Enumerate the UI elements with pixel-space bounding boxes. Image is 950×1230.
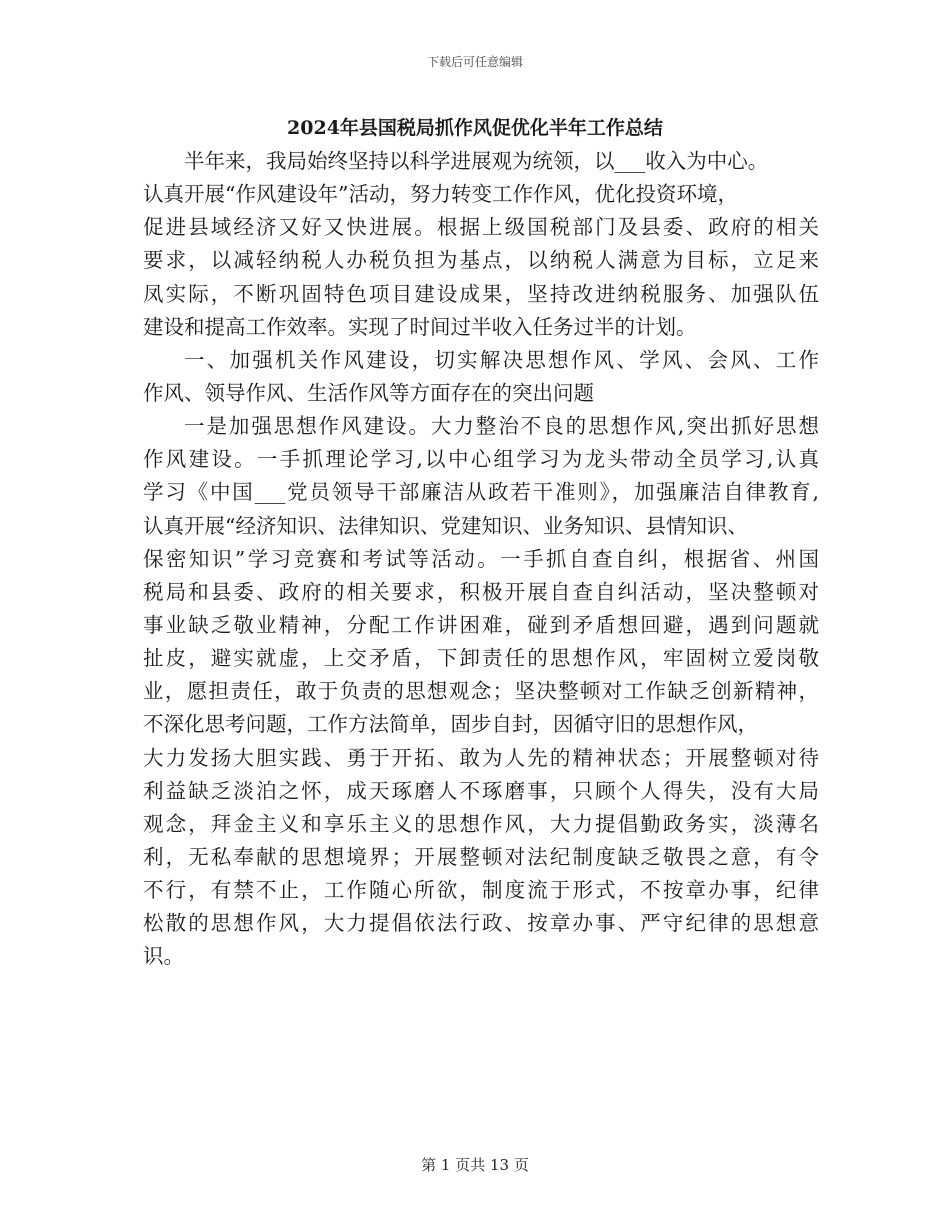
paragraph-2-line-1: 一是加强思想作风建设。大力整治不良的思想作风,突出抓好思想 <box>184 414 819 439</box>
paragraph-2-line-13: 观念，拜金主义和享乐主义的思想作风，大力提倡勤政务实，淡薄名 <box>143 811 819 836</box>
paragraph-2-line-9: 业，愿担责任，敢于负责的思想观念；坚决整顿对工作缺乏创新精神， <box>143 679 819 704</box>
page-number: 第 1 页共 13 页 <box>421 1156 529 1174</box>
paragraph-2-line-8: 扯皮，避实就虚，上交矛盾，下卸责任的思想作风，牢固树立爱岗敬 <box>143 646 819 671</box>
paragraph-2-line-6: 税局和县委、政府的相关要求，积极开展自查自纠活动，坚决整顿对 <box>143 579 819 604</box>
paragraph-2-line-11: 大力发扬大胆实践、勇于开拓、敢为人先的精神状态；开展整顿对待 <box>143 745 819 770</box>
paragraph-2-line-3: 学习《中国___党员领导干部廉洁从政若干准则》，加强廉洁自律教育, <box>143 480 819 505</box>
paragraph-2-line-10: 不深化思考问题，工作方法简单，固步自封，因循守旧的思想作风， <box>143 712 758 737</box>
paragraph-1-line-6: 建设和提高工作效率。实现了时间过半收入任务过半的计划。 <box>143 314 697 339</box>
paragraph-2-line-15: 不行，有禁不止，工作随心所欲，制度流于形式，不按章办事，纪律 <box>143 878 819 903</box>
paragraph-1-line-1: 半年来，我局始终坚持以科学进展观为统领，以___收入为中心。 <box>184 149 769 173</box>
paragraph-2-line-14: 利，无私奉献的思想境界；开展整顿对法纪制度缺乏敬畏之意，有令 <box>143 844 819 869</box>
paragraph-2-line-12: 利益缺乏淡泊之怀，成天琢磨人不琢磨事，只顾个人得失，没有大局 <box>143 778 819 803</box>
paragraph-2-line-5: 保密知识”学习竞赛和考试等活动。一手抓自查自纠，根据省、州国 <box>143 546 819 571</box>
paragraph-1-line-2: 认真开展“作风建设年”活动，努力转变工作作风，优化投资环境， <box>143 182 738 207</box>
paragraph-1-line-5: 凤实际，不断巩固特色项目建设成果，坚持改进纳税服务、加强队伍 <box>143 281 819 306</box>
document-title: 2024年县国税局抓作风促优化半年工作总结 <box>287 117 663 139</box>
section-heading-line-1: 一、加强机关作风建设，切实解决思想作风、学风、会风、工作 <box>184 347 819 372</box>
paragraph-1-line-3: 促进县域经济又好又快进展。根据上级国税部门及县委、政府的相关 <box>143 215 819 240</box>
document-body <box>143 145 819 974</box>
paragraph-2-line-17: 识。 <box>143 944 184 969</box>
section-heading-line-2: 作风、领导作风、生活作风等方面存在的突出问题 <box>143 380 594 405</box>
paragraph-1-line-4: 要求，以减轻纳税人办税负担为基点，以纳税人满意为目标，立足来 <box>143 248 819 273</box>
page-header-note: 下载后可任意编辑 <box>426 55 523 69</box>
paragraph-2-line-4: 认真开展“经济知识、法律知识、党建知识、业务知识、县情知识、 <box>143 513 748 538</box>
paragraph-2-line-16: 松散的思想作风，大力提倡依法行政、按章办事、严守纪律的思想意 <box>143 911 819 936</box>
paragraph-2-line-7: 事业缺乏敬业精神，分配工作讲困难，碰到矛盾想回避，遇到问题就 <box>143 612 819 637</box>
paragraph-2-line-2: 作风建设。一手抓理论学习,以中心组学习为龙头带动全员学习,认真 <box>143 447 819 472</box>
